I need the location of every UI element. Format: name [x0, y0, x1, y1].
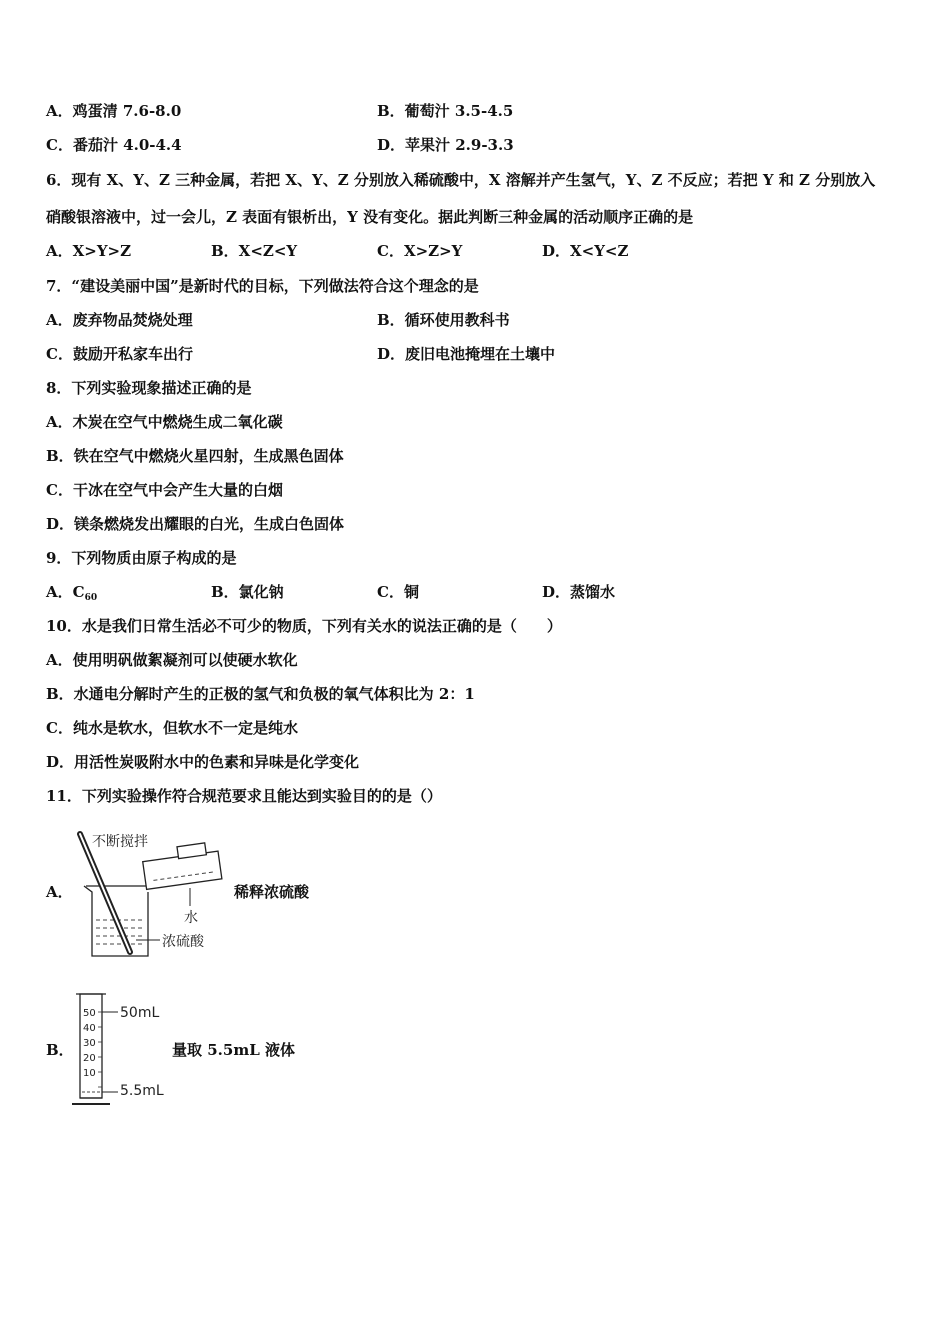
q5-option-d: D．苹果汁 2.9-3.3 — [377, 136, 514, 154]
q9-option-a — [46, 582, 97, 608]
cylinder-label-5-5ml: 5.5mL — [120, 1083, 164, 1099]
tick-50: 50 — [83, 1008, 96, 1019]
q6-stem-line2: 硝酸银溶液中，过一会儿，Z 表面有银析出，Y 没有变化。据此判断三种金属的活动顺序正确的是 — [46, 208, 694, 226]
q9-option-c: C．铜 — [377, 583, 419, 601]
q6-option-a: A．X>Y>Z — [46, 242, 132, 260]
q10-option-c: C．纯水是软水，但软水不一定是纯水 — [46, 719, 298, 737]
cylinder-label-50ml: 50mL — [120, 1005, 160, 1021]
q6-option-c: C．X>Z>Y — [377, 242, 463, 260]
q7-option-d: D．废旧电池掩埋在土壤中 — [377, 345, 556, 363]
q10-option-d: D．用活性炭吸附水中的色素和异味是化学变化 — [46, 753, 360, 771]
q7-option-a: A．废弃物品焚烧处理 — [46, 311, 193, 329]
q5-option-b: B．葡萄汁 3.5-4.5 — [377, 102, 514, 120]
q11-stem: 11．下列实验操作符合规范要求且能达到实验目的的是（） — [46, 787, 442, 805]
q8-option-d: D．镁条燃烧发出耀眼的白光，生成白色固体 — [46, 515, 345, 533]
q10-option-b: B．水通电分解时产生的正极的氢气和负极的氧气体积比为 2：1 — [46, 685, 475, 703]
tick-20: 20 — [83, 1053, 96, 1064]
q7-option-b: B．循环使用教科书 — [377, 311, 510, 329]
stir-label: 不断搅拌 — [92, 834, 148, 850]
tick-30: 30 — [83, 1038, 96, 1049]
q11-option-b-label: B． — [46, 1041, 74, 1059]
q11-option-b-caption: 量取 5.5mL 液体 — [172, 1041, 295, 1059]
tick-10: 10 — [83, 1068, 96, 1079]
q10-stem: 10．水是我们日常生活必不可少的物质，下列有关水的说法正确的是（ ） — [46, 617, 562, 635]
q5-option-c: C．番茄汁 4.0-4.4 — [46, 136, 182, 154]
q7-stem: 7．“建设美丽中国”是新时代的目标，下列做法符合这个理念的是 — [46, 277, 479, 295]
q9-option-a-subscript: 60 — [84, 593, 98, 603]
q11-option-a-caption: 稀释浓硫酸 — [234, 883, 310, 901]
q8-option-a: A．木炭在空气中燃烧生成二氧化碳 — [46, 413, 283, 431]
q9-option-a-text: A．C — [46, 583, 85, 601]
q9-option-b: B．氯化钠 — [211, 583, 284, 601]
q10-option-a: A．使用明矾做絮凝剂可以使硬水软化 — [46, 651, 298, 669]
q5-option-a: A．鸡蛋清 7.6-8.0 — [46, 102, 182, 120]
q9-stem: 9．下列物质由原子构成的是 — [46, 549, 237, 567]
q9-option-d: D．蒸馏水 — [542, 583, 616, 601]
q11-option-a-label: A． — [46, 883, 73, 901]
q8-option-b: B．铁在空气中燃烧火星四射，生成黑色固体 — [46, 447, 344, 465]
dilute-acid-figure — [74, 828, 234, 960]
q6-stem-line1: 6．现有 X、Y、Z 三种金属，若把 X、Y、Z 分别放入稀硫酸中，X 溶解并产生氢气，Y、Z 不反应；若把 Y 和 Z 分别放入 — [46, 171, 876, 189]
tick-40: 40 — [83, 1023, 96, 1034]
measuring-cylinder-figure — [70, 988, 174, 1112]
water-label: 水 — [184, 910, 198, 926]
q6-option-d: D．X<Y<Z — [542, 242, 629, 260]
q6-option-b: B．X<Z<Y — [211, 242, 298, 260]
q8-option-c: C．干冰在空气中会产生大量的白烟 — [46, 481, 283, 499]
q7-option-c: C．鼓励开私家车出行 — [46, 345, 193, 363]
acid-label: 浓硫酸 — [162, 934, 204, 950]
q8-stem: 8．下列实验现象描述正确的是 — [46, 379, 252, 397]
